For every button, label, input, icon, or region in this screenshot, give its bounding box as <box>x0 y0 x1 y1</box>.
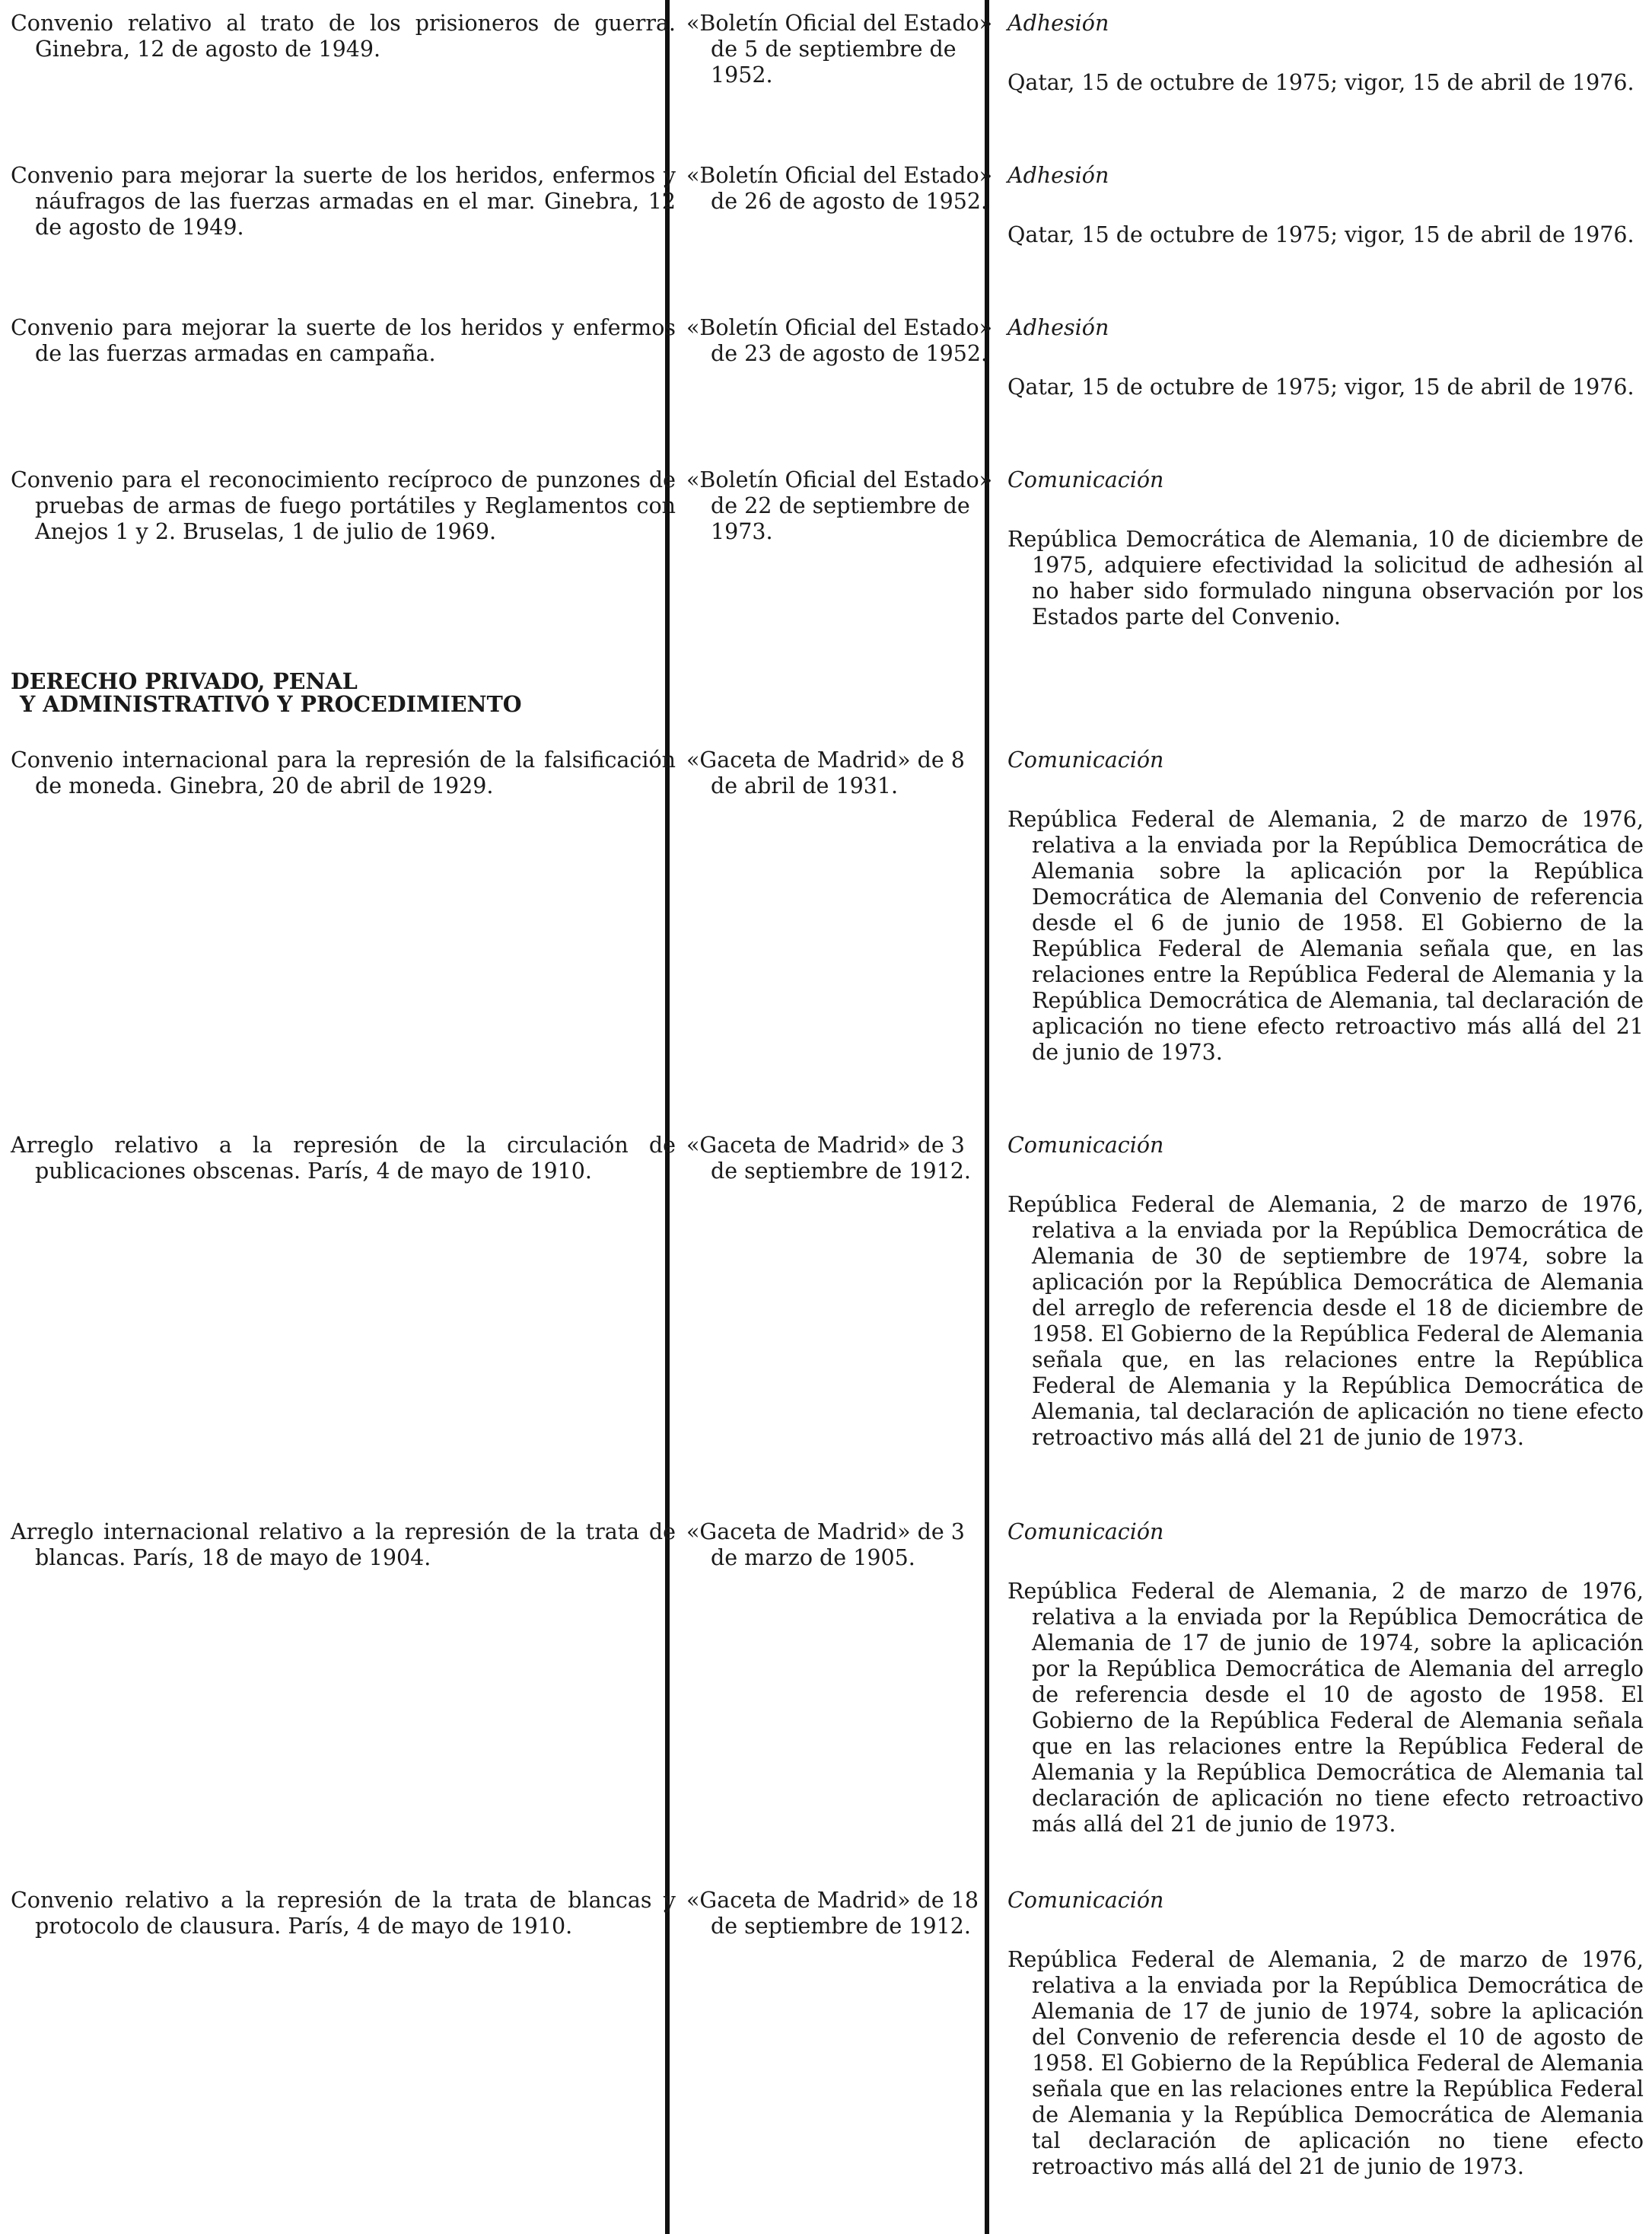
action-type: Adhesión <box>1007 315 1109 340</box>
treaty-title: Convenio internacional para la represión de la falsificación de moneda. Ginebra, 20 de abril de 1929. <box>11 747 676 798</box>
publication-reference: «Boletín Oficial del Estado» de 23 de agosto de 1952. <box>686 315 993 366</box>
publication-reference: «Boletín Oficial del Estado» de 5 de septiembre de 1952. <box>686 11 993 88</box>
section-heading-line: DERECHO PRIVADO, PENAL <box>11 668 358 694</box>
treaty-status <box>1007 1519 1644 1837</box>
publication-reference: «Boletín Oficial del Estado» de 26 de agosto de 1952. <box>686 163 993 214</box>
action-detail: Qatar, 15 de octubre de 1975; vigor, 15 de abril de 1976. <box>1007 222 1634 247</box>
treaty-status <box>1007 1133 1644 1451</box>
action-type: Adhesión <box>1007 163 1109 188</box>
publication-reference: «Gaceta de Madrid» de 8 de abril de 1931. <box>686 747 965 798</box>
action-detail: República Federal de Alemania, 2 de marzo de 1976, relativa a la enviada por la República Democrática de Alemania sobre la aplicación por la República Democrática de Alemania del Convenio de referencia desde el 6 de junio de 1958. El Gobierno de la República Federal de Alemania señala que, en las relaciones entre la República Federal de Alemania y la República Democrática de Alemania, tal declaración de aplicación no tiene efecto retroactivo más allá del 21 de junio de 1973. <box>1007 807 1644 1065</box>
section-heading-line: Y ADMINISTRATIVO Y PROCEDIMIENTO <box>20 691 522 717</box>
action-detail: República Federal de Alemania, 2 de marzo de 1976, relativa a la enviada por la República Democrática de Alemania de 30 de septiembre de 1974, sobre la aplicación por la República Democrática de Alemania del arreglo de referencia desde el 18 de diciembre de 1958. El Gobierno de la República Federal de Alemania señala que, en las relaciones entre la República Federal de Alemania y la República Democrática de Alemania, tal declaración de aplicación no tiene efecto retroactivo más allá del 21 de junio de 1973. <box>1007 1192 1644 1450</box>
publication-reference: «Gaceta de Madrid» de 3 de septiembre de 1912. <box>686 1133 971 1184</box>
action-type: Comunicación <box>1007 1519 1164 1544</box>
treaty-title: Convenio relativo a la represión de la trata de blancas y protocolo de clausura. París, 4 de mayo de 1910. <box>11 1888 676 1939</box>
treaty-title: Convenio para mejorar la suerte de los heridos y enfermos de las fuerzas armadas en campaña. <box>11 315 676 366</box>
action-detail: República Democrática de Alemania, 10 de diciembre de 1975, adquiere efectividad la solicitud de adhesión al no haber sido formulado ninguna observación por los Estados parte del Convenio. <box>1007 527 1644 629</box>
treaty-title: Convenio relativo al trato de los prisioneros de guerra. Ginebra, 12 de agosto de 1949. <box>11 11 676 62</box>
action-detail: República Federal de Alemania, 2 de marzo de 1976, relativa a la enviada por la República Democrática de Alemania de 17 de junio de 1974, sobre la aplicación del Convenio de referencia desde el 10 de agosto de 1958. El Gobierno de la República Federal de Alemania señala que en las relaciones entre la República Federal de Alemania y la República Democrática de Alemania tal declaración de aplicación no tiene efecto retroactivo más allá del 21 de junio de 1973. <box>1007 1947 1644 2179</box>
treaty-title: Arreglo internacional relativo a la represión de la trata de blancas. París, 18 de mayo de 1904. <box>11 1519 676 1570</box>
action-type: Adhesión <box>1007 11 1109 36</box>
treaty-status <box>1007 315 1644 400</box>
action-type: Comunicación <box>1007 1133 1164 1158</box>
section-heading <box>11 670 651 715</box>
action-type: Comunicación <box>1007 747 1164 773</box>
treaty-title: Convenio para mejorar la suerte de los heridos, enfermos y náufragos de las fuerzas armadas en el mar. Ginebra, 12 de agosto de 1949. <box>11 163 676 240</box>
action-detail: República Federal de Alemania, 2 de marzo de 1976, relativa a la enviada por la República Democrática de Alemania de 17 de junio de 1974, sobre la aplicación por la República Democrática de Alemania del arreglo de referencia desde el 10 de agosto de 1958. El Gobierno de la República Federal de Alemania señala que en las relaciones entre la República Federal de Alemania y la República Democrática de Alemania tal declaración de aplicación no tiene efecto retroactivo más allá del 21 de junio de 1973. <box>1007 1579 1644 1837</box>
publication-reference: «Gaceta de Madrid» de 18 de septiembre de 1912. <box>686 1888 979 1939</box>
action-type: Comunicación <box>1007 467 1164 492</box>
treaty-status <box>1007 747 1644 1066</box>
treaty-status <box>1007 163 1644 248</box>
publication-reference: «Gaceta de Madrid» de 3 de marzo de 1905. <box>686 1519 965 1570</box>
action-type: Comunicación <box>1007 1888 1164 1913</box>
action-detail: Qatar, 15 de octubre de 1975; vigor, 15 de abril de 1976. <box>1007 70 1634 95</box>
treaty-title: Convenio para el reconocimiento recíproco de punzones de pruebas de armas de fuego portátiles y Reglamentos con Anejos 1 y 2. Bruselas, 1 de julio de 1969. <box>11 467 676 544</box>
treaty-status <box>1007 467 1644 630</box>
treaty-status <box>1007 1888 1644 2180</box>
treaty-status <box>1007 11 1644 96</box>
treaty-title: Arreglo relativo a la represión de la circulación de publicaciones obscenas. París, 4 de mayo de 1910. <box>11 1133 676 1184</box>
publication-reference: «Boletín Oficial del Estado» de 22 de septiembre de 1973. <box>686 467 993 544</box>
action-detail: Qatar, 15 de octubre de 1975; vigor, 15 de abril de 1976. <box>1007 374 1634 400</box>
